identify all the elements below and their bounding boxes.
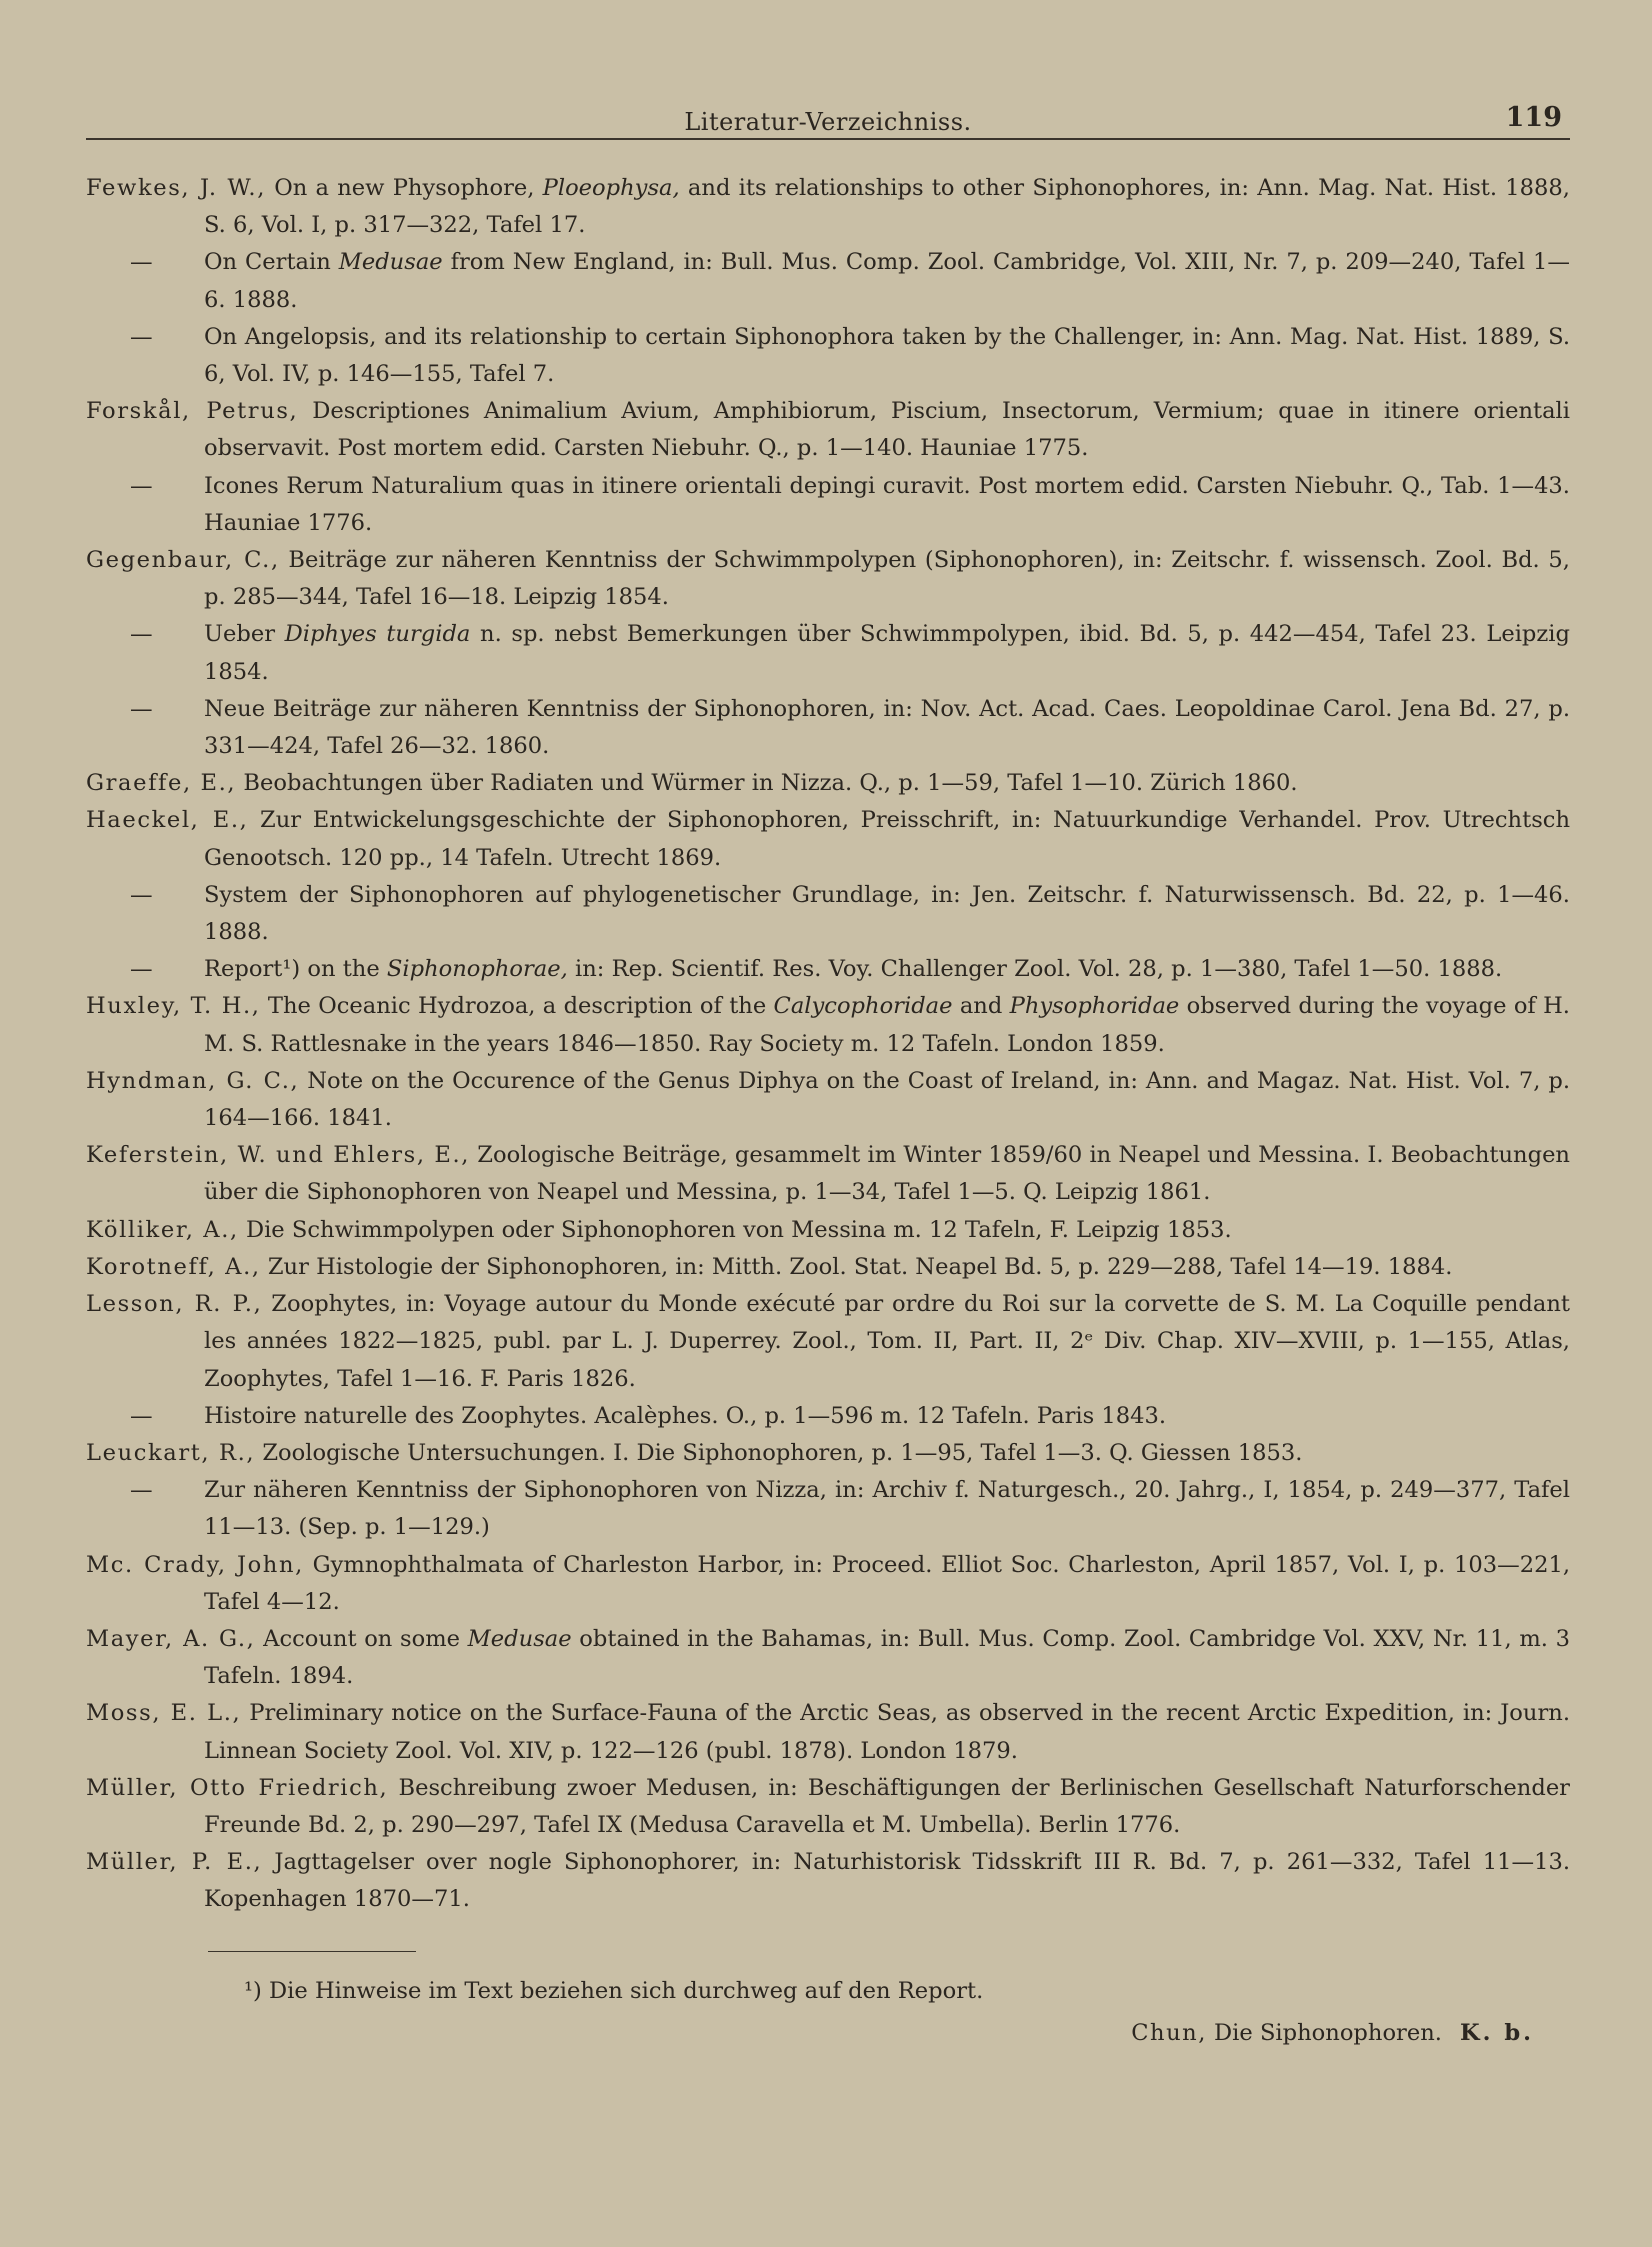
bib-entry — [86, 1695, 1570, 1769]
bib-text: Beschreibung zwoer Medusen, in: Beschäftigungen der Berlinischen Gesellschaft Naturforschender Freunde Bd. 2, p. 290—297, Tafel IX (Medusa Caravella et M. Umbella). Berlin 1776. — [204, 1774, 1570, 1838]
bib-entry-continuation — [86, 1472, 1570, 1546]
ditto-dash: — — [130, 472, 153, 499]
bib-entry — [86, 1137, 1570, 1211]
bib-text: Note on the Occurence of the Genus Diphya on the Coast of Ireland, in: Ann. and Magaz. Nat. Hist. Vol. 7, p. 164—166. 1841. — [204, 1067, 1571, 1132]
bib-text: Zoophytes, in: Voyage autour du Monde exécuté par ordre du Roi sur la corvette de S. M. La Coquille pendant les années 1822—1825, publ. par L. J. Duperrey. Zool., Tom. II, Part. II, 2ᵉ Div. Chap. XIV—XVIII, p. 1—155, Atlas, Zoophytes, Tafel 1—16. F. Paris 1826. — [204, 1291, 1570, 1392]
bib-author: Gegenbaur, C., — [86, 547, 280, 574]
bib-text: n. sp. nebst Bemerkungen über Schwimmpolypen, ibid. Bd. 5, p. 442—454, Tafel 23. Leipzig 1854. — [204, 621, 1570, 685]
bib-italic-text: Physophoridae — [1009, 993, 1180, 1020]
bib-author: Lesson, R. P., — [86, 1291, 263, 1318]
bibliography-list — [86, 170, 1570, 1919]
bib-italic-text: Ploeophysa, — [542, 175, 680, 201]
bib-entry — [86, 1770, 1570, 1844]
ditto-dash: — — [130, 1477, 153, 1504]
bib-entry-continuation — [86, 616, 1570, 690]
bib-entry — [86, 393, 1570, 467]
page-number: 119 — [1505, 102, 1562, 133]
bib-text: Beobachtungen über Radiaten und Würmer in Nizza. Q., p. 1—59, Tafel 1—10. Zürich 1860. — [236, 770, 1298, 797]
bib-text: Zur Histologie der Siphonophoren, in: Mitth. Zool. Stat. Neapel Bd. 5, p. 229—288, Tafel 14—19. 1884. — [260, 1253, 1453, 1280]
bib-text: Neue Beiträge zur näheren Kenntniss der Siphonophoren, in: Nov. Act. Acad. Caes. Leopoldinae Carol. Jena Bd. 27, p. 331—424, Tafel 26—32. 1860. — [204, 695, 1570, 760]
footnote-marker: ¹) — [244, 1978, 262, 2004]
ditto-dash: — — [130, 956, 153, 983]
bib-italic-text: Siphonophorae, — [386, 956, 568, 983]
bib-text: Gymnophthalmata of Charleston Harbor, in: Proceed. Elliot Soc. Charleston, April 1857, Vol. I, p. 103—221, Tafel 4—12. — [204, 1551, 1570, 1615]
bib-entry — [86, 1844, 1570, 1918]
bib-entry — [86, 542, 1570, 616]
bib-text: Histoire naturelle des Zoophytes. Acalèphes. O., p. 1—596 m. 12 Tafeln. Paris 1843. — [204, 1402, 1167, 1429]
bib-text: observed during the voyage of H. M. S. Rattlesnake in the years 1846—1850. Ray Society m. 12 Tafeln. London 1859. — [204, 993, 1570, 1057]
bib-entry — [86, 170, 1570, 244]
bib-text: On Angelopsis, and its relationship to certain Siphonophora taken by the Challenger, in: Ann. Mag. Nat. Hist. 1889, S. 6, Vol. IV, p. 146—155, Tafel 7. — [204, 323, 1570, 388]
bib-italic-text: Diphyes turgida — [284, 621, 471, 648]
bib-text: Zur Entwickelungsgeschichte der Siphonophoren, Preisschrift, in: Natuurkundige Verhandel. Prov. Utrechtsch Genootsch. 120 pp., 14 Tafeln. Utrecht 1869. — [204, 807, 1570, 871]
bib-italic-text: Calycophoridae — [773, 993, 953, 1020]
bib-text: and its relationships to other Siphonophores, in: Ann. Mag. Nat. Hist. 1888, S. 6, Vol. I, p. 317—322, Tafel 17. — [204, 175, 1570, 239]
ditto-dash: — — [130, 695, 153, 722]
bib-text: On Certain — [204, 249, 339, 276]
bib-text: obtained in the Bahamas, in: Bull. Mus. Comp. Zool. Cambridge Vol. XXV, Nr. 11, m. 3 Tafeln. 1894. — [204, 1625, 1570, 1690]
bib-entry — [86, 1547, 1570, 1621]
bib-author: Huxley, T. H., — [86, 993, 261, 1020]
footnote — [244, 1974, 983, 2008]
bib-text: Icones Rerum Naturalium quas in itinere orientali depingi curavit. Post mortem edid. Carsten Niebuhr. Q., Tab. 1—43. Hauniae 1776. — [204, 472, 1570, 536]
bib-text: Zur näheren Kenntniss der Siphonophoren von Nizza, in: Archiv f. Naturgesch., 20. Jahrg., I, 1854, p. 249—377, Tafel 11—13. (Sep. p. 1—129.) — [204, 1477, 1570, 1541]
bib-text: Report¹) on the — [204, 956, 387, 983]
bib-text: System der Siphonophoren auf phylogenetischer Grundlage, in: Jen. Zeitschr. f. Naturwissensch. Bd. 22, p. 1—46. 1888. — [204, 881, 1570, 946]
bib-text: Ueber — [204, 621, 285, 648]
bib-text: Jagttagelser over nogle Siphonophorer, in: Naturhistorisk Tidsskrift III R. Bd. 7, p. 261—332, Tafel 11—13. Kopenhagen 1870—71. — [204, 1849, 1571, 1913]
bib-author: Mayer, A. G., — [86, 1625, 256, 1652]
ditto-dash: — — [130, 249, 153, 276]
bib-text: Preliminary notice on the Surface-Fauna of the Arctic Seas, as observed in the recent Arctic Expedition, in: Journ. Linnean Society Zool. Vol. XIV, p. 122—126 (publ. 1878). London 1879. — [204, 1700, 1570, 1764]
bib-entry-continuation — [86, 691, 1570, 765]
bib-text: Zoologische Beiträge, gesammelt im Winter 1859/60 in Neapel und Messina. I. Beobachtungen über die Siphonophoren von Neapel und Messina, p. 1—34, Tafel 1—5. Q. Leipzig 1861. — [204, 1142, 1570, 1206]
bib-author: Forskål, Petrus, — [86, 398, 299, 425]
bib-entry — [86, 1286, 1570, 1398]
bib-entry — [86, 988, 1570, 1062]
header-rule — [86, 138, 1570, 140]
bib-author: Hyndman, G. C., — [86, 1067, 300, 1094]
bib-author: Mc. Crady, John, — [86, 1551, 304, 1578]
bib-italic-text: Medusae — [467, 1625, 572, 1652]
bib-author: Moss, E. L., — [86, 1700, 242, 1727]
bib-entry-continuation — [86, 1398, 1570, 1435]
bib-text: Zoologische Untersuchungen. I. Die Siphonophoren, p. 1—95, Tafel 1—3. Q. Giessen 1853. — [255, 1439, 1303, 1466]
bib-author: Müller, P. E., — [86, 1849, 263, 1876]
bib-entry — [86, 1063, 1570, 1137]
signature-title: Die Siphonophoren. — [1206, 2020, 1442, 2046]
signature-author: Chun, — [1131, 2020, 1207, 2046]
bib-entry-continuation — [86, 319, 1570, 393]
footnote-text: Die Hinweise im Text beziehen sich durchweg auf den Report. — [261, 1978, 984, 2004]
bib-author: Kölliker, A., — [86, 1216, 239, 1243]
bib-entry — [86, 1249, 1570, 1286]
bib-text: in: Rep. Scientif. Res. Voy. Challenger Zool. Vol. 28, p. 1—380, Tafel 1—50. 1888. — [567, 956, 1503, 983]
bib-entry — [86, 1621, 1570, 1695]
bib-text: On a new Physophore, — [265, 175, 543, 201]
bib-text: Descriptiones Animalium Avium, Amphibiorum, Piscium, Insectorum, Vermium; quae in itinere orientali observavit. Post mortem edid. Carsten Niebuhr. Q., p. 1—140. Hauniae 1775. — [204, 398, 1570, 462]
bib-entry — [86, 802, 1570, 876]
page-header — [86, 98, 1570, 138]
footnote-rule — [208, 1951, 416, 1952]
ditto-dash: — — [130, 621, 153, 648]
bib-text: from New England, in: Bull. Mus. Comp. Zool. Cambridge, Vol. XIII, Nr. 7, p. 209—240, Tafel 1—6. 1888. — [204, 249, 1570, 313]
bib-entry — [86, 1212, 1570, 1249]
bib-author: Haeckel, E., — [86, 807, 249, 834]
bib-text: Account on some — [255, 1625, 468, 1652]
bib-text: Die Schwimmpolypen oder Siphonophoren von Messina m. 12 Tafeln, F. Leipzig 1853. — [238, 1216, 1232, 1243]
bib-entry-continuation — [86, 468, 1570, 542]
bib-entry — [86, 765, 1570, 802]
signature-line — [1131, 2016, 1534, 2050]
bib-author: Graeffe, E., — [86, 770, 237, 797]
bib-text: and — [952, 993, 1010, 1020]
ditto-dash: — — [130, 881, 153, 908]
bib-text: The Oceanic Hydrozoa, a description of the — [260, 993, 774, 1020]
ditto-dash: — — [130, 323, 153, 350]
bib-author: Müller, Otto Friedrich, — [86, 1774, 389, 1801]
signature-mark: K. b. — [1459, 2020, 1534, 2046]
bib-text: Beiträge zur näheren Kenntniss der Schwimmpolypen (Siphonophoren), in: Zeitschr. f. wissensch. Zool. Bd. 5, p. 285—344, Tafel 16—18. Leipzig 1854. — [204, 547, 1570, 611]
bib-author: Korotneff, A., — [86, 1253, 261, 1280]
bib-author: Leuckart, R., — [86, 1439, 256, 1466]
bib-entry-continuation — [86, 244, 1570, 318]
running-title: Literatur-Verzeichniss. — [684, 108, 972, 136]
bib-italic-text: Medusae — [338, 249, 443, 276]
bib-entry-continuation — [86, 951, 1570, 988]
bib-entry-continuation — [86, 877, 1570, 951]
bib-author: Fewkes, J. W., — [86, 175, 266, 201]
ditto-dash: — — [130, 1402, 153, 1429]
bib-author: Keferstein, W. und Ehlers, E., — [86, 1142, 471, 1169]
bib-entry — [86, 1435, 1570, 1472]
